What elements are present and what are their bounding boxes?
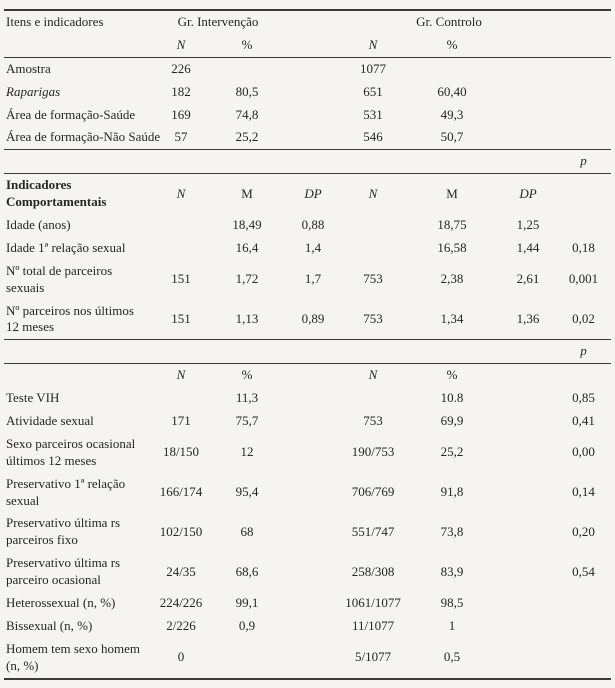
- n-value: 258/308: [351, 563, 395, 579]
- n-value: 753: [363, 271, 383, 287]
- empty-cell: [284, 81, 342, 104]
- n-value: 551/747: [351, 523, 395, 539]
- empty-cell: [500, 473, 556, 513]
- empty-cell: [556, 174, 611, 214]
- empty-cell: [284, 512, 342, 552]
- n-value: 753: [342, 300, 404, 340]
- pct-value: 11,3: [235, 390, 259, 406]
- row-label: Atividade sexual: [6, 413, 94, 429]
- empty-cell: [284, 10, 342, 34]
- n-value: 151: [171, 271, 191, 287]
- p-value: 0,00: [572, 444, 595, 460]
- empty-cell: [4, 364, 152, 387]
- row-label-line2: parceiros fixo: [6, 532, 78, 548]
- row-label: Bissexual (n, %): [6, 617, 93, 633]
- empty-cell: [500, 638, 556, 679]
- n-value: 531: [363, 106, 383, 122]
- pct-value: 80,5: [235, 83, 259, 99]
- n-value: 102/150: [159, 523, 203, 539]
- dp-value: 1,25: [516, 217, 540, 233]
- pct-value: 73,8: [440, 523, 464, 539]
- pct-header: %: [241, 367, 253, 383]
- p-divider-row: [4, 340, 611, 364]
- n-value: 651: [363, 83, 383, 99]
- p-value: 0,14: [572, 484, 595, 500]
- row-label-line1: Sexo parceiros ocasional: [6, 435, 136, 451]
- p-value: 0,02: [556, 300, 611, 340]
- n-value: 190/753: [351, 444, 395, 460]
- row-label-line1: Nº total de parceiros: [6, 262, 113, 278]
- pct-value: 25,2: [440, 444, 464, 460]
- pct-header: %: [446, 367, 458, 383]
- pct-value: 25,2: [210, 126, 284, 149]
- n-value: [342, 237, 404, 260]
- dp-value: 0,89: [284, 300, 342, 340]
- table-row: [4, 126, 611, 149]
- row-label: Raparigas: [6, 83, 61, 99]
- table-row: [4, 104, 611, 127]
- empty-cell: [500, 512, 556, 552]
- row-label: [4, 638, 152, 679]
- n-value: 182: [171, 83, 191, 99]
- empty-cell: [500, 57, 556, 80]
- pct-value: 91,8: [440, 484, 464, 500]
- table-row: [4, 433, 611, 473]
- row-label: Idade 1ª relação sexual: [6, 239, 126, 255]
- empty-cell: [500, 364, 556, 387]
- section2-title-line1: Indicadores: [6, 177, 72, 193]
- table-row: [4, 237, 611, 260]
- n-header: N: [342, 34, 404, 57]
- pct-value: 95,4: [235, 484, 259, 500]
- empty-cell: [500, 34, 556, 57]
- n-value: [152, 214, 210, 237]
- n-value: 169: [171, 106, 191, 122]
- empty-cell: [284, 552, 342, 592]
- row-label-line2: sexual: [6, 492, 40, 508]
- n-value: 753: [363, 413, 383, 429]
- mean-value: 1,13: [210, 300, 284, 340]
- group1-header: Gr. Intervenção: [177, 14, 259, 29]
- pct-value: 1: [448, 617, 456, 633]
- row-label-line2: parceiro ocasional: [6, 572, 101, 588]
- table-row: [4, 57, 611, 80]
- row-label: [4, 433, 152, 473]
- n-value: 11/1077: [351, 617, 395, 633]
- dp-header: DP: [304, 185, 322, 201]
- n-value: [342, 214, 404, 237]
- empty-cell: [500, 615, 556, 638]
- p-value: 0,20: [572, 523, 595, 539]
- dp-value: 1,7: [304, 271, 322, 287]
- pct-value: 12: [240, 444, 254, 460]
- empty-cell: [284, 615, 342, 638]
- p-value: 0,41: [572, 413, 595, 429]
- empty-cell: [4, 340, 556, 364]
- n-value: 24/35: [166, 563, 196, 579]
- dp-value: 0,88: [301, 217, 325, 233]
- n-header: N: [368, 185, 378, 201]
- p-value: [556, 615, 611, 638]
- pct-value: 74,8: [235, 106, 259, 122]
- table-row: [4, 387, 611, 410]
- empty-cell: [284, 104, 342, 127]
- mean-value: 1,72: [235, 271, 259, 287]
- section2-title: [4, 174, 152, 214]
- pct-value: 50,7: [404, 126, 500, 149]
- empty-cell: [284, 387, 342, 410]
- row-label: [4, 512, 152, 552]
- pct-value: [210, 638, 284, 679]
- n-value: 226: [171, 60, 191, 76]
- n-header: N: [176, 367, 186, 383]
- table-row: [4, 410, 611, 433]
- empty-cell: [500, 104, 556, 127]
- n-header: N: [152, 34, 210, 57]
- n-header: N: [176, 185, 186, 201]
- empty-cell: [284, 57, 342, 80]
- n-value: [152, 387, 210, 410]
- n-value: 2/226: [166, 617, 196, 633]
- mean-value: 1,34: [404, 300, 500, 340]
- row-label: [4, 473, 152, 513]
- mean-value: 18,75: [437, 217, 467, 233]
- row-label-line2: sexuais: [6, 279, 45, 295]
- pct-value: 49,3: [440, 106, 464, 122]
- empty-cell: [4, 150, 556, 174]
- row-label: Teste VIH: [6, 390, 60, 406]
- p-header: p: [556, 150, 611, 174]
- m-header: M: [241, 185, 253, 201]
- pct-value: 69,9: [440, 413, 464, 429]
- p-divider-row: [4, 150, 611, 174]
- m-header: M: [446, 185, 458, 201]
- mean-value: 16,58: [437, 239, 467, 255]
- group-header-row: [4, 10, 611, 34]
- dp-header: DP: [519, 185, 537, 201]
- table-row: [4, 260, 611, 300]
- table-row: [4, 81, 611, 104]
- dp-value: 1,36: [500, 300, 556, 340]
- row-label-line1: Preservativo última rs: [6, 555, 121, 571]
- dp-value: 1,44: [516, 239, 540, 255]
- items-header: Itens e indicadores: [6, 14, 104, 29]
- empty-cell: [4, 34, 152, 57]
- pct-value: 75,7: [235, 413, 259, 429]
- row-label-line2: 12 meses: [6, 319, 55, 335]
- row-label-line1: Nº parceiros nos últimos: [6, 302, 134, 318]
- p-value: 0,18: [572, 239, 595, 255]
- column-header-row: [4, 34, 611, 57]
- empty-cell: [284, 34, 342, 57]
- n-value: 5/1077: [354, 649, 392, 665]
- row-label-line1: Preservativo 1ª relação: [6, 475, 126, 491]
- pct-value: [404, 57, 500, 80]
- table-row: [4, 552, 611, 592]
- n-header: N: [368, 367, 378, 383]
- p-value: [556, 592, 611, 615]
- empty-cell: [284, 364, 342, 387]
- empty-cell: [284, 410, 342, 433]
- section3-header-row: [4, 364, 611, 387]
- pct-value: 10.8: [440, 390, 464, 406]
- empty-cell: [284, 126, 342, 149]
- mean-value: 18,49: [232, 217, 262, 233]
- p-value: [556, 638, 611, 679]
- pct-value: 68,6: [235, 563, 259, 579]
- table-row: [4, 592, 611, 615]
- empty-cell: [556, 104, 611, 127]
- row-label: [4, 300, 152, 340]
- row-label: Área de formação-Não Saúde: [4, 126, 152, 149]
- empty-cell: [500, 387, 556, 410]
- empty-cell: [556, 364, 611, 387]
- empty-cell: [500, 410, 556, 433]
- empty-cell: [284, 433, 342, 473]
- pct-value: 99,1: [235, 595, 259, 611]
- n-value: [342, 387, 404, 410]
- row-label-line1: Homem tem sexo homem: [6, 640, 140, 656]
- pct-value: 83,9: [440, 563, 464, 579]
- empty-cell: [556, 10, 611, 34]
- n-value: 171: [171, 413, 191, 429]
- n-value: 151: [152, 300, 210, 340]
- row-label-line1: Preservativo última rs: [6, 515, 121, 531]
- dp-value: 1,4: [304, 239, 322, 255]
- row-label-line2: últimos 12 meses: [6, 452, 97, 468]
- pct-value: 60,40: [437, 83, 467, 99]
- table-row: [4, 638, 611, 679]
- pct-value: 98,5: [440, 595, 464, 611]
- pct-value: 0,5: [443, 649, 461, 665]
- section2-header-row: [4, 174, 611, 214]
- pct-value: [210, 57, 284, 80]
- empty-cell: [500, 81, 556, 104]
- section2-title-line2: Comportamentais: [6, 194, 107, 210]
- table-row: [4, 473, 611, 513]
- p-value: 0,85: [572, 390, 595, 406]
- empty-cell: [284, 592, 342, 615]
- empty-cell: [556, 81, 611, 104]
- empty-cell: [556, 57, 611, 80]
- statistics-table: [4, 9, 611, 680]
- p-value: [556, 214, 611, 237]
- n-value: 1077: [360, 60, 387, 76]
- p-value: 0,001: [568, 271, 599, 287]
- table-row: [4, 214, 611, 237]
- table-row: [4, 512, 611, 552]
- pct-value: 68: [240, 523, 254, 539]
- row-label: Amostra: [6, 60, 51, 76]
- p-header: p: [556, 340, 611, 364]
- group2-header: Gr. Controlo: [416, 14, 482, 29]
- n-value: 706/769: [351, 484, 395, 500]
- empty-cell: [556, 34, 611, 57]
- mean-value: 2,38: [440, 271, 464, 287]
- pct-header: %: [210, 34, 284, 57]
- row-label: Heterossexual (n, %): [6, 595, 116, 611]
- dp-value: 2,61: [516, 271, 540, 287]
- row-label: Área de formação-Saúde: [6, 106, 136, 122]
- empty-cell: [500, 126, 556, 149]
- p-value: 0,54: [572, 563, 595, 579]
- n-value: 0: [177, 649, 185, 665]
- n-value: 546: [342, 126, 404, 149]
- empty-cell: [500, 592, 556, 615]
- row-label: [4, 552, 152, 592]
- empty-cell: [500, 433, 556, 473]
- n-value: [152, 237, 210, 260]
- row-label: Idade (anos): [6, 217, 71, 233]
- empty-cell: [500, 552, 556, 592]
- table-row: [4, 300, 611, 340]
- n-value: 18/150: [162, 444, 200, 460]
- n-value: 224/226: [159, 595, 203, 611]
- table-row: [4, 615, 611, 638]
- empty-cell: [284, 638, 342, 679]
- pct-value: 0,9: [238, 617, 256, 633]
- empty-cell: [284, 473, 342, 513]
- empty-cell: [556, 126, 611, 149]
- n-value: 166/174: [159, 484, 203, 500]
- pct-header: %: [404, 34, 500, 57]
- row-label-line2: (n, %): [6, 657, 39, 673]
- n-value: 57: [152, 126, 210, 149]
- n-value: 1061/1077: [345, 595, 401, 611]
- mean-value: 16,4: [235, 239, 259, 255]
- row-label: [4, 260, 152, 300]
